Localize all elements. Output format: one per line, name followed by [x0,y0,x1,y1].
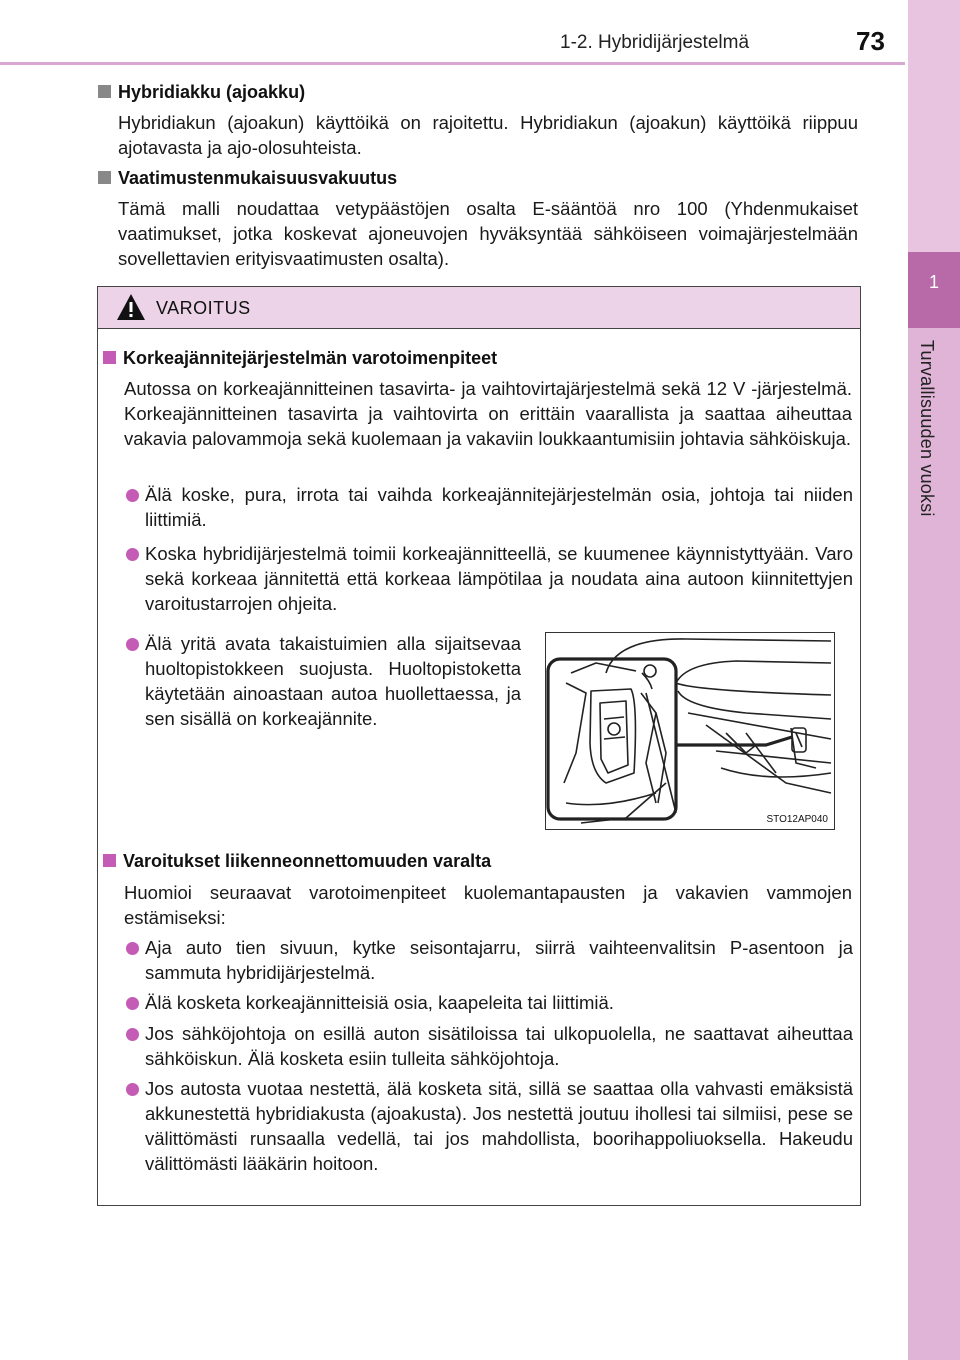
round-bullet-icon [126,1028,139,1041]
chapter-title: Turvallisuuden vuoksi [917,340,937,517]
bullet-text: Älä yritä avata takaistuimien alla sijaitsevaa huoltopistokkeen suojusta. Huoltopistoketta käytetään ainoastaan autoa huollettaessa, ja sen sisällä on korkeajännite. [145,633,521,729]
service-plug-illustration [546,633,833,828]
bullet-text: Aja auto tien sivuun, kytke seisontajarru, siirrä vaihteenvalitsin P-asentoon ja sammuta hybridijärjestelmä. [145,937,853,983]
round-bullet-icon [126,548,139,561]
round-bullet-icon [126,1083,139,1096]
round-bullet-icon [126,489,139,502]
square-bullet-icon [103,351,116,364]
header-rule [0,62,905,65]
section-heading: Hybridiakku (ajoakku) [98,82,305,103]
square-bullet-icon [103,854,116,867]
warning-block-heading: Korkeajännitejärjestelmän varotoimenpiteet [103,348,497,369]
bullet-text: Koska hybridijärjestelmä toimii korkeajännitteellä, se kuumenee käynnistyttyään. Varo sekä korkeaa jännitettä että korkeaa lämpötilaa ja noudata aina autoon kiinnitettyjen varoitustarrojen ohjeita. [145,543,853,614]
bullet-text: Älä kosketa korkeajännitteisiä osia, kaapeleita tai liittimiä. [145,992,614,1013]
warning-block-text: Huomioi seuraavat varotoimenpiteet kuolemantapausten ja vakavien vammojen estämiseksi: [124,882,852,928]
chapter-number: 1 [908,252,960,328]
section-heading: Vaatimustenmukaisuusvakuutus [98,168,397,189]
section-text: Tämä malli noudattaa vetypäästöjen osalta E-sääntöä nro 100 (Yhdenmukaiset vaatimukset, jotka koskevat ajoneuvojen hyväksyntää sähköiseen voimajärjestelmään sovellettavien erityisvaatimusten osalta). [118,198,858,269]
warning-block-text: Autossa on korkeajännitteinen tasavirta- ja vaihtovirtajärjestelmä sekä 12 V -järjestelmä. Korkeajännitteinen tasavirta ja vaihtovirta on erittäin vaarallista ja saattaa aiheuttaa vakavia palovammoja sekä kuolemaan ja vakaviin loukkaantumisiin johtavia sähköiskuja. [124,378,852,449]
square-bullet-icon [98,171,111,184]
round-bullet-icon [126,942,139,955]
warning-title: VAROITUS [156,298,251,318]
side-tab [908,0,960,1360]
section-text: Hybridiakun (ajoakun) käyttöikä on rajoitettu. Hybridiakun (ajoakun) käyttöikä riippuu ajotavasta ja ajo-olosuhteista. [118,112,858,158]
page-number: 73 [856,26,885,56]
warning-triangle-icon [116,293,146,321]
bullet-text: Jos sähköjohtoja on esillä auton sisätiloissa tai ulkopuolella, ne saattavat aiheuttaa sähköiskun. Älä kosketa esiin tulleita sähköjohtoja. [145,1023,853,1069]
service-plug-figure [545,632,835,830]
bullet-text: Jos autosta vuotaa nestettä, älä kosketa sitä, sillä se saattaa olla vahvasti emäksistä akkunestettä hybridiakusta (ajoakusta). Jos nestettä joutuu ihollesi tai silmiisi, pese se välittömästi runsaalla vedellä, tai jos mahdollista, boorihappoliuoksella. Hakeudu välittömästi lääkärin hoitoon. [145,1078,853,1174]
warning-header [98,287,860,329]
warning-block-heading: Varoitukset liikenneonnettomuuden varalta [103,851,491,872]
round-bullet-icon [126,638,139,651]
square-bullet-icon [98,85,111,98]
bullet-text: Älä koske, pura, irrota tai vaihda korkeajännitejärjestelmän osia, johtoja tai niiden liittimiä. [145,484,853,530]
figure-code: STO12AP040 [766,814,828,825]
section-title: 1-2. Hybridijärjestelmä [560,32,750,53]
round-bullet-icon [126,997,139,1010]
